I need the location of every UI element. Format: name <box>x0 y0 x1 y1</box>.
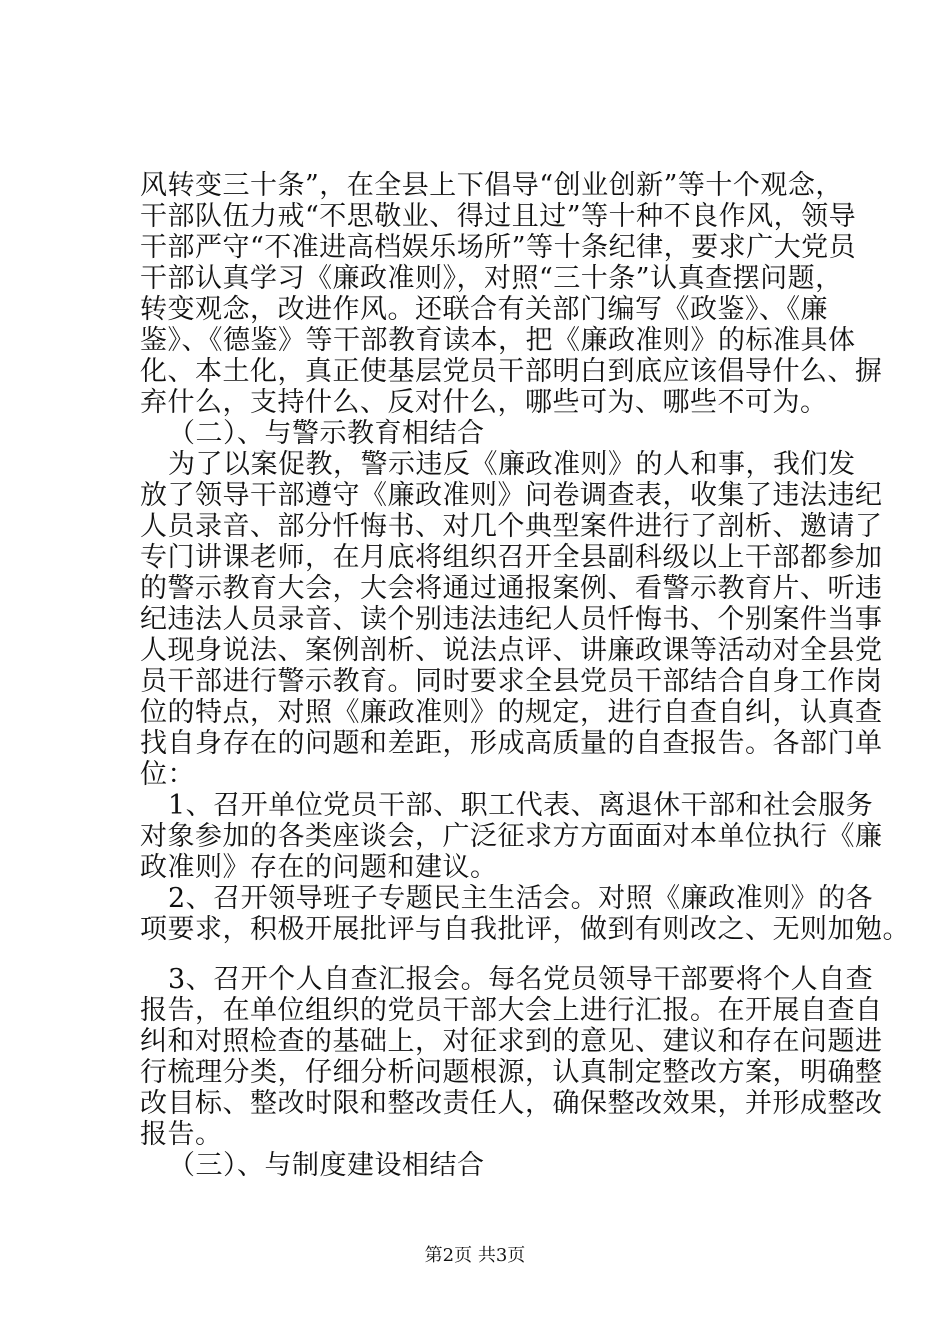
text-line: 干部认真学习《廉政准则》，对照“三十条”认真查摆问题， <box>140 263 843 294</box>
text-line: 改目标、整改时限和整改责任人，确保整改效果，并形成整改 <box>140 1088 883 1119</box>
text-line: 行梳理分类，仔细分析问题根源，认真制定整改方案，明确整 <box>140 1057 883 1088</box>
page-number-footer: 第2页 共3页 <box>424 1245 526 1266</box>
text-line: 的警示教育大会，大会将通过通报案例、看警示教育片、听违 <box>140 573 883 604</box>
text-line: 对象参加的各类座谈会，广泛征求方方面面对本单位执行《廉 <box>140 821 883 852</box>
text-line: 纪违法人员录音、读个别违法违纪人员忏悔书、个别案件当事 <box>140 604 883 635</box>
text-line: 报告。 <box>140 1119 223 1150</box>
text-line: 鉴》、《德鉴》等干部教育读本，把《廉政准则》的标准具体 <box>140 325 856 356</box>
text-line: 专门讲课老师，在月底将组织召开全县副科级以上干部都参加 <box>140 542 883 573</box>
section-heading: （二）、与警示教育相结合 <box>168 418 485 449</box>
list-item-3: 3、召开个人自查汇报会。每名党员领导干部要将个人自查 <box>168 964 874 995</box>
text-line: 位的特点，对照《廉政准则》的规定，进行自查自纠，认真查 <box>140 697 883 728</box>
text-line: 人现身说法、案例剖析、说法点评、讲廉政课等活动对全县党 <box>140 635 883 666</box>
text-line: 干部队伍力戒“不思敬业、得过且过”等十种不良作风，领导 <box>140 201 857 232</box>
text-line: 干部严守“不准进高档娱乐场所”等十条纪律，要求广大党员 <box>140 232 857 263</box>
text-line: 项要求，积极开展批评与自我批评，做到有则改之、无则加勉。 <box>140 914 910 945</box>
text-line: 风转变三十条”，在全县上下倡导“创业创新”等十个观念， <box>140 170 843 201</box>
list-item-1: 1、召开单位党员干部、职工代表、离退休干部和社会服务 <box>168 790 874 821</box>
text-line: 人员录音、部分忏悔书、对几个典型案件进行了剖析、邀请了 <box>140 511 883 542</box>
list-item-2: 2、召开领导班子专题民主生活会。对照《廉政准则》的各 <box>168 883 874 914</box>
text-line: 转变观念，改进作风。还联合有关部门编写《政鉴》、《廉 <box>140 294 828 325</box>
text-line: 位： <box>140 759 195 790</box>
text-line: 政准则》存在的问题和建议。 <box>140 852 498 883</box>
text-line: 找自身存在的问题和差距，形成高质量的自查报告。各部门单 <box>140 728 883 759</box>
text-line: 员干部进行警示教育。同时要求全县党员干部结合自身工作岗 <box>140 666 883 697</box>
text-line: 化、本土化，真正使基层党员干部明白到底应该倡导什么、摒 <box>140 356 883 387</box>
text-line: 报告，在单位组织的党员干部大会上进行汇报。在开展自查自 <box>140 995 883 1026</box>
text-line: 纠和对照检查的基础上，对征求到的意见、建议和存在问题进 <box>140 1026 883 1057</box>
text-line: 为了以案促教，警示违反《廉政准则》的人和事，我们发 <box>168 449 856 480</box>
text-line: 弃什么，支持什么、反对什么，哪些可为、哪些不可为。 <box>140 387 828 418</box>
text-line: 放了领导干部遵守《廉政准则》问卷调查表，收集了违法违纪 <box>140 480 883 511</box>
section-heading: （三）、与制度建设相结合 <box>168 1150 485 1181</box>
